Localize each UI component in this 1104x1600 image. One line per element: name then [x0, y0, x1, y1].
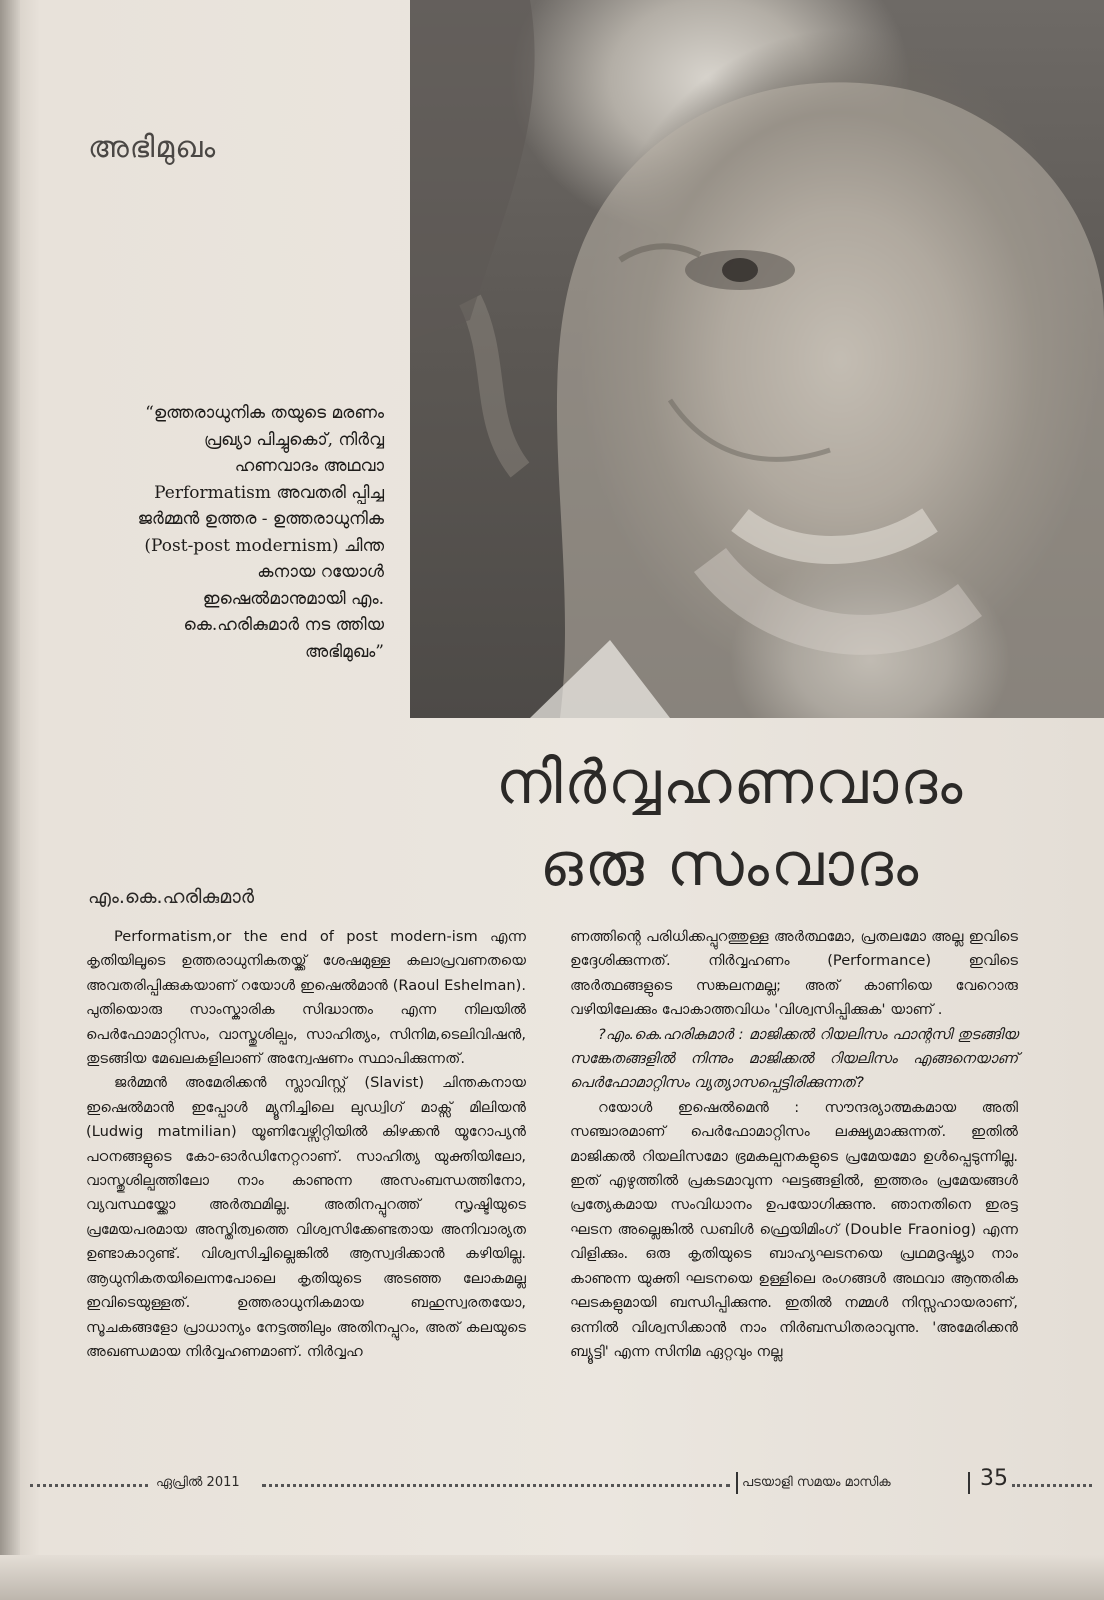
footer-divider [736, 1472, 738, 1494]
author-byline: എം.കെ.ഹരികുമാർ [88, 886, 255, 908]
right-text-column [570, 925, 1018, 1364]
interview-question: ?എം.കെ.ഹരികുമാർ : മാജിക്കൽ റിയലിസം ഫാന്റസി തുടങ്ങിയ സങ്കേതങ്ങളിൽ നിന്നും മാജിക്കൽ റിയലിസം എങ്ങനെയാണ് പെർഫോമാറ്റിസം വ്യത്യാസപ്പെട്ടിരിക്കുന്നത്? [570, 1025, 1018, 1092]
footer-divider [968, 1472, 970, 1494]
paragraph: Performatism,or the end of post modern-ism എന്ന കൃതിയിലൂടെ ഉത്തരാധുനികതയ്ക്ക് ശേഷമുള്ള കലാപ്രവണതയെ അവതരിപ്പിക്കുകയാണ് റയോൾ ഇഷെൽമാൻ (Raoul Eshelman). പുതിയൊരു സാംസ്കാരിക സിദ്ധാന്തം എന്ന നിലയിൽ പെർഫോമാറ്റിസം, വാസ്തുശില്പം, സാഹിത്യം, സിനിമ,ടെലിവിഷൻ, തുടങ്ങിയ മേഖലകളിലാണ് അന്വേഷണം സ്ഥാപിക്കുന്നത്. [86, 928, 526, 1068]
portrait-illustration [410, 0, 1104, 718]
article-title [440, 742, 1020, 906]
page-edge-shadow [0, 1555, 1104, 1600]
footer-date: ഏപ്രിൽ 2011 [156, 1475, 240, 1490]
paragraph: റയോൾ ഇഷെൽമെൻ : സൗന്ദര്യാത്മകമായ അതി സഞ്ചാരമാണ് പെർഫോമാറ്റിസം ലക്ഷ്യമാക്കുന്നത്. ഇതിൽ മാജിക്കൽ റിയലിസമോ ഭ്രമകല്പനകളുടെ പ്രമേയമോ ഉൾപ്പെടുന്നില്ല. ഇത് എഴുത്തിൽ പ്രകടമാവുന്ന ഘട്ടങ്ങളിൽ, ഇത്തരം പ്രമേയങ്ങൾ പ്രത്യേകമായ സംവിധാനം ഉപയോഗിക്കുന്നു. ഞാനതിനെ ഇരട്ട ഘടന അല്ലെങ്കിൽ ഡബിൾ ഫ്രെയിമിംഗ് (Double Fraoniog) എന്ന വിളിക്കും. ഒരു കൃതിയുടെ ബാഹ്യഘടനയെ പ്രഥമദൃഷ്ട്യാ നാം കാണുന്ന യുക്തി ഘടനയെ ഉള്ളിലെ രംഗങ്ങൾ അഥവാ ആന്തരിക ഘടകളുമായി ബന്ധിപ്പിക്കുന്നു. ഇതിൽ നമ്മൾ നിസ്സഹായരാണ്, ഒന്നിൽ വിശ്വസിക്കാൻ നാം നിർബന്ധിതരാവുന്നു. 'അമേരിക്കൻ ബ്യൂട്ടി' എന്ന സിനിമ ഏറ്റവും നല്ല [570, 1098, 1018, 1360]
footer-dots [262, 1484, 730, 1487]
paragraph: ജർമ്മൻ അമേരിക്കൻ സ്ലാവിസ്റ്റ് (Slavist) ചിന്തകനായ ഇഷെൽമാൻ ഇപ്പോൾ മ്യൂനിച്ചിലെ ലുഡ്വിഗ് മാക്സ് മിലിയൻ (Ludwig matmilian) യൂണിവേഴ്സിറ്റിയിൽ കിഴക്കൻ യൂറോപ്യൻ പഠനങ്ങളുടെ കോ-ഓർഡിനേറ്ററാണ്. സാഹിത്യ യുക്തിയിലോ, വാസ്തുശില്പത്തിലോ നാം കാണുന്ന അസംബന്ധത്തിനോ, വ്യവസ്ഥയ്ക്കോ അർത്ഥമില്ല. അതിനപ്പുറത്ത് സൃഷ്ടിയുടെ പ്രമേയപരമായ അസ്തിത്വത്തെ വിശ്വസിക്കേണ്ടതായ അനിവാര്യത ഉണ്ടാകാറുണ്ട്. വിശ്വസിച്ചില്ലെങ്കിൽ ആസ്വദിക്കാൻ കഴിയില്ല. ആധുനികതയിലെന്നപോലെ കൃതിയുടെ അടഞ്ഞ ലോകമല്ല ഇവിടെയുള്ളത്. ഉത്തരാധുനികമായ ബഹുസ്വരതയോ, സൂചകങ്ങളോ പ്രാധാന്യം നേട്ടത്തിലും അതിനപ്പുറം, അത് കലയുടെ അഖണ്ഡമായ നിർവ്വഹണമാണ്. നിർവ്വഹ [86, 1074, 526, 1360]
title-line-2: ഒരു സംവാദം [539, 830, 921, 900]
pull-quote: “ഉത്തരാധുനിക തയുടെ മരണം പ്രഖ്യാ പിച്ചുകൊ്, നിർവ്വ ഹണവാദം അഥവാ Performatism അവതരി പ്പിച്ച ജർമ്മൻ ഉത്തര - ഉത്തരാധുനിക (Post-post modernism) ചിന്ത കനായ റയോൾ ഇഷെൽമാനുമായി എം. കെ.ഹരികുമാർ നട ത്തിയ അഭിമുഖം” [137, 403, 384, 662]
portrait-photo [410, 0, 1104, 718]
left-text-column [86, 925, 526, 1364]
binding-shadow [0, 0, 20, 1600]
title-line-1: നിർവ്വഹണവാദം [495, 748, 965, 818]
footer-dots [1012, 1484, 1092, 1487]
paragraph: ണത്തിന്റെ പരിധിക്കപ്പുറത്തുള്ള അർത്ഥമോ, പ്രതലമോ അല്ല ഇവിടെ ഉദ്ദേശിക്കുന്നത്. നിർവ്വഹണം (Performance) ഇവിടെ അർത്ഥങ്ങളുടെ സങ്കലനമല്ല; അത് കാണിയെ വേറൊരു വഴിയിലേക്കും പോകാത്തവിധം 'വിശ്വസിപ്പിക്കുക' യാണ് . [570, 928, 1018, 1019]
page-number: 35 [980, 1466, 1008, 1491]
footer-dots [30, 1484, 148, 1487]
page-footer [0, 1466, 1104, 1500]
section-label: അഭിമുഖം [88, 130, 217, 165]
footer-magazine: പടയാളി സമയം മാസിക [742, 1475, 891, 1490]
